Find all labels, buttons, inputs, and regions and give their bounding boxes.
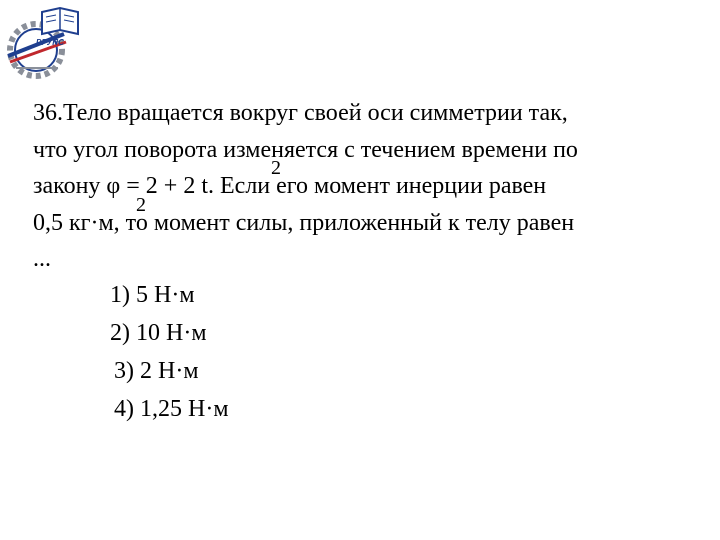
question-line — [33, 193, 713, 242]
exponent-m-squared: 2 — [136, 193, 146, 216]
question-line: что угол поворота изменяется с течением времени по — [33, 136, 578, 163]
answer-option-1[interactable]: 1) 5 Н·м — [110, 282, 195, 308]
question-line-text: закону φ = 2 + 2 t. Если его момент инерции равен — [33, 173, 547, 199]
logo-text: РГУПС — [36, 38, 65, 47]
question-line-text: 0,5 кг·м, то момент силы, приложенный к телу равен — [33, 209, 575, 236]
question-text — [33, 95, 713, 278]
answer-option-3[interactable]: 3) 2 Н·м — [114, 358, 199, 384]
exponent-t-squared: 2 — [271, 157, 281, 179]
answer-options — [110, 276, 229, 428]
question-line — [33, 157, 713, 205]
answer-option-4[interactable]: 4) 1,25 Н·м — [114, 396, 229, 422]
university-logo — [2, 4, 82, 84]
question-line: 36.Тело вращается вокруг своей оси симметрии так, — [33, 100, 568, 126]
question-line: ... — [33, 246, 51, 272]
answer-option-2[interactable]: 2) 10 Н·м — [110, 320, 207, 346]
